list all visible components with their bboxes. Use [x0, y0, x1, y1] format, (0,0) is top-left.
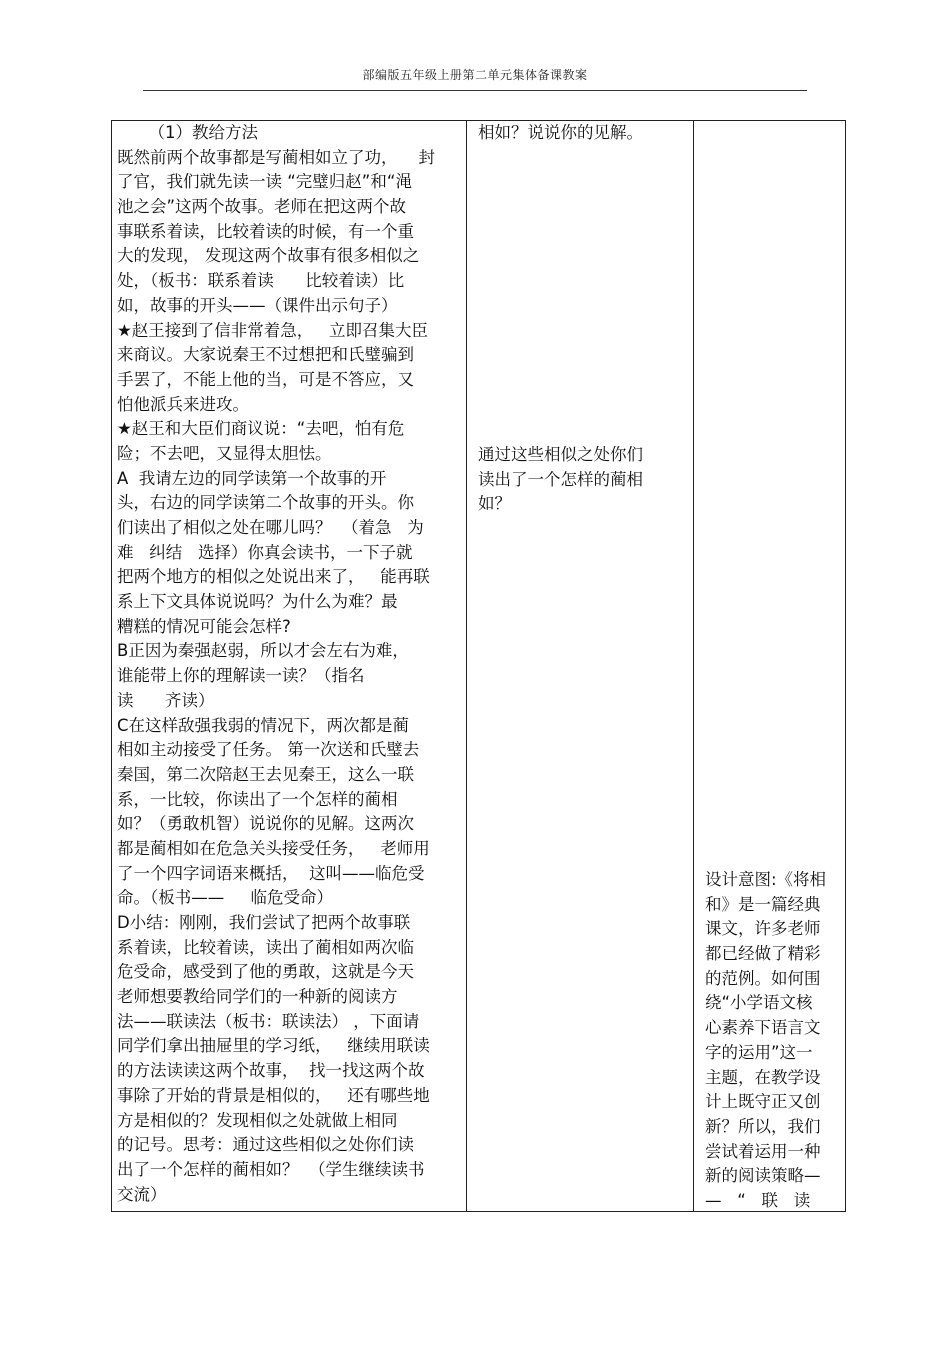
- text-line: 心素养下语言文: [705, 1018, 821, 1038]
- text-line: 主题，在教学设: [705, 1067, 821, 1087]
- text-line: 交流）: [117, 1184, 167, 1204]
- text-line: 难 纠结 选择）你真会读书，一下子就: [117, 542, 413, 562]
- text-line: 相如？说说你的见解。: [478, 123, 643, 142]
- text-line: 都是蔺相如在危急关头接受任务， 老师用: [117, 838, 430, 858]
- student-activity-text-mid: [478, 443, 643, 517]
- text-line: B正因为秦强赵弱，所以才会左右为难，: [117, 641, 409, 661]
- text-line: 糟糕的情况可能会怎样?: [117, 616, 291, 636]
- text-line: 处，（板书：联系着读 比较着读）比: [117, 271, 405, 291]
- design-intent-text: [705, 868, 826, 1214]
- text-line: （1）教给方法: [117, 123, 258, 142]
- text-line: — “ 联 读: [705, 1190, 811, 1210]
- text-line: 怕他派兵来进攻。: [117, 394, 249, 414]
- lesson-plan-table: [111, 120, 846, 1212]
- text-line: 读出了一个怎样的蔺相: [478, 469, 643, 489]
- text-line: 新？所以，我们: [705, 1116, 821, 1136]
- header-divider: [143, 90, 807, 91]
- text-line: 了一个四字词语来概括， 这叫——临危受: [117, 863, 425, 883]
- text-line: 同学们拿出抽屉里的学习纸， 继续用联读: [117, 1036, 430, 1056]
- text-line: 的范例。如何围: [705, 968, 821, 988]
- text-line: 手罢了，不能上他的当，可是不答应，又: [117, 369, 414, 389]
- text-line: 池之会”这两个故事。老师在把这两个故: [117, 197, 407, 217]
- text-line: 课文，许多老师: [705, 919, 821, 939]
- text-line: 老师想要教给同学们的一种新的阅读方: [117, 987, 398, 1007]
- text-line: 系着读，比较着读，读出了蔺相如两次临: [117, 937, 414, 957]
- text-line: 了官，我们就先读一读 “完璧归赵”和“渑: [117, 172, 412, 192]
- text-line: 险；不去吧，又显得太胆怯。: [117, 443, 332, 463]
- text-line: 命。（板书—— 临危受命）: [117, 888, 333, 908]
- text-line: ★赵王接到了信非常着急， 立即召集大臣: [117, 320, 429, 340]
- text-line: 如？（勇敢机智）说说你的见解。这两次: [117, 814, 414, 834]
- student-activity-column: [467, 121, 694, 1211]
- text-line: 谁能带上你的理解读一读？（指名: [117, 666, 365, 686]
- text-line: 系，一比较，你读出了一个怎样的蔺相: [117, 789, 398, 809]
- text-line: 通过这些相似之处你们: [478, 445, 643, 464]
- text-line: 事除了开始的背景是相似的， 还有哪些地: [117, 1085, 430, 1105]
- text-line: 把两个地方的相似之处说出来了， 能再联: [117, 567, 430, 587]
- text-line: 既然前两个故事都是写蔺相如立了功， 封: [117, 147, 435, 167]
- text-line: 的记号。思考：通过这些相似之处你们读: [117, 1135, 414, 1155]
- text-line: ★赵王和大臣们商议说：“去吧，怕有危: [117, 419, 405, 439]
- text-line: 危受命，感受到了他的勇敢，这就是今天: [117, 962, 414, 982]
- text-line: 头，右边的同学读第二个故事的开头。你: [117, 493, 414, 513]
- text-line: 事联系着读，比较着读的时候，有一个重: [117, 221, 414, 241]
- text-line: 法——联读法（板书：联读法） ，下面请: [117, 1011, 420, 1031]
- text-line: 都已经做了精彩: [705, 944, 821, 964]
- student-activity-text-top: [478, 121, 643, 146]
- text-line: 和》是一篇经典: [705, 894, 821, 914]
- text-line: 字的运用”这一: [705, 1042, 813, 1062]
- text-line: 系上下文具体说说吗？为什么为难？最: [117, 592, 398, 612]
- text-line: 秦国，第二次陪赵王去见秦王，这么一联: [117, 764, 414, 784]
- text-line: 们读出了相似之处在哪儿吗？ （着急 为: [117, 518, 424, 537]
- text-line: 出了一个怎样的蔺相如？ （学生继续读书: [117, 1159, 425, 1179]
- text-line: A 我请左边的同学读第一个故事的开: [117, 468, 387, 488]
- text-line: 尝试着运用一种: [705, 1141, 821, 1161]
- text-line: 相如主动接受了任务。 第一次送和氏璧去: [117, 740, 420, 760]
- text-line: 大的发现， 发现这两个故事有很多相似之: [117, 246, 420, 266]
- text-line: 来商议。大家说秦王不过想把和氏璧骗到: [117, 345, 414, 365]
- text-line: 方是相似的？发现相似之处就做上相同: [117, 1110, 398, 1130]
- design-intent-column: [694, 121, 845, 1211]
- text-line: 如，故事的开头——（课件出示句子）: [117, 295, 398, 315]
- teaching-process-column: [112, 121, 467, 1211]
- text-line: 的方法读读这两个故事， 找一找这两个故: [117, 1061, 425, 1081]
- text-line: D小结：刚刚，我们尝试了把两个故事联: [117, 913, 411, 932]
- page-header: 部编版五年级上册第二单元集体备课教案: [362, 68, 588, 82]
- text-line: C在这样敌强我弱的情况下，两次都是蔺: [117, 715, 410, 735]
- text-line: 新的阅读策略—: [705, 1166, 821, 1186]
- teaching-process-text: [117, 121, 435, 1207]
- text-line: 读 齐读）: [117, 690, 215, 710]
- text-line: 设计意图:《将相: [705, 870, 827, 889]
- text-line: 计上既守正又创: [705, 1092, 821, 1112]
- text-line: 如？: [478, 494, 511, 514]
- text-line: 绕“小学语文核: [705, 993, 813, 1013]
